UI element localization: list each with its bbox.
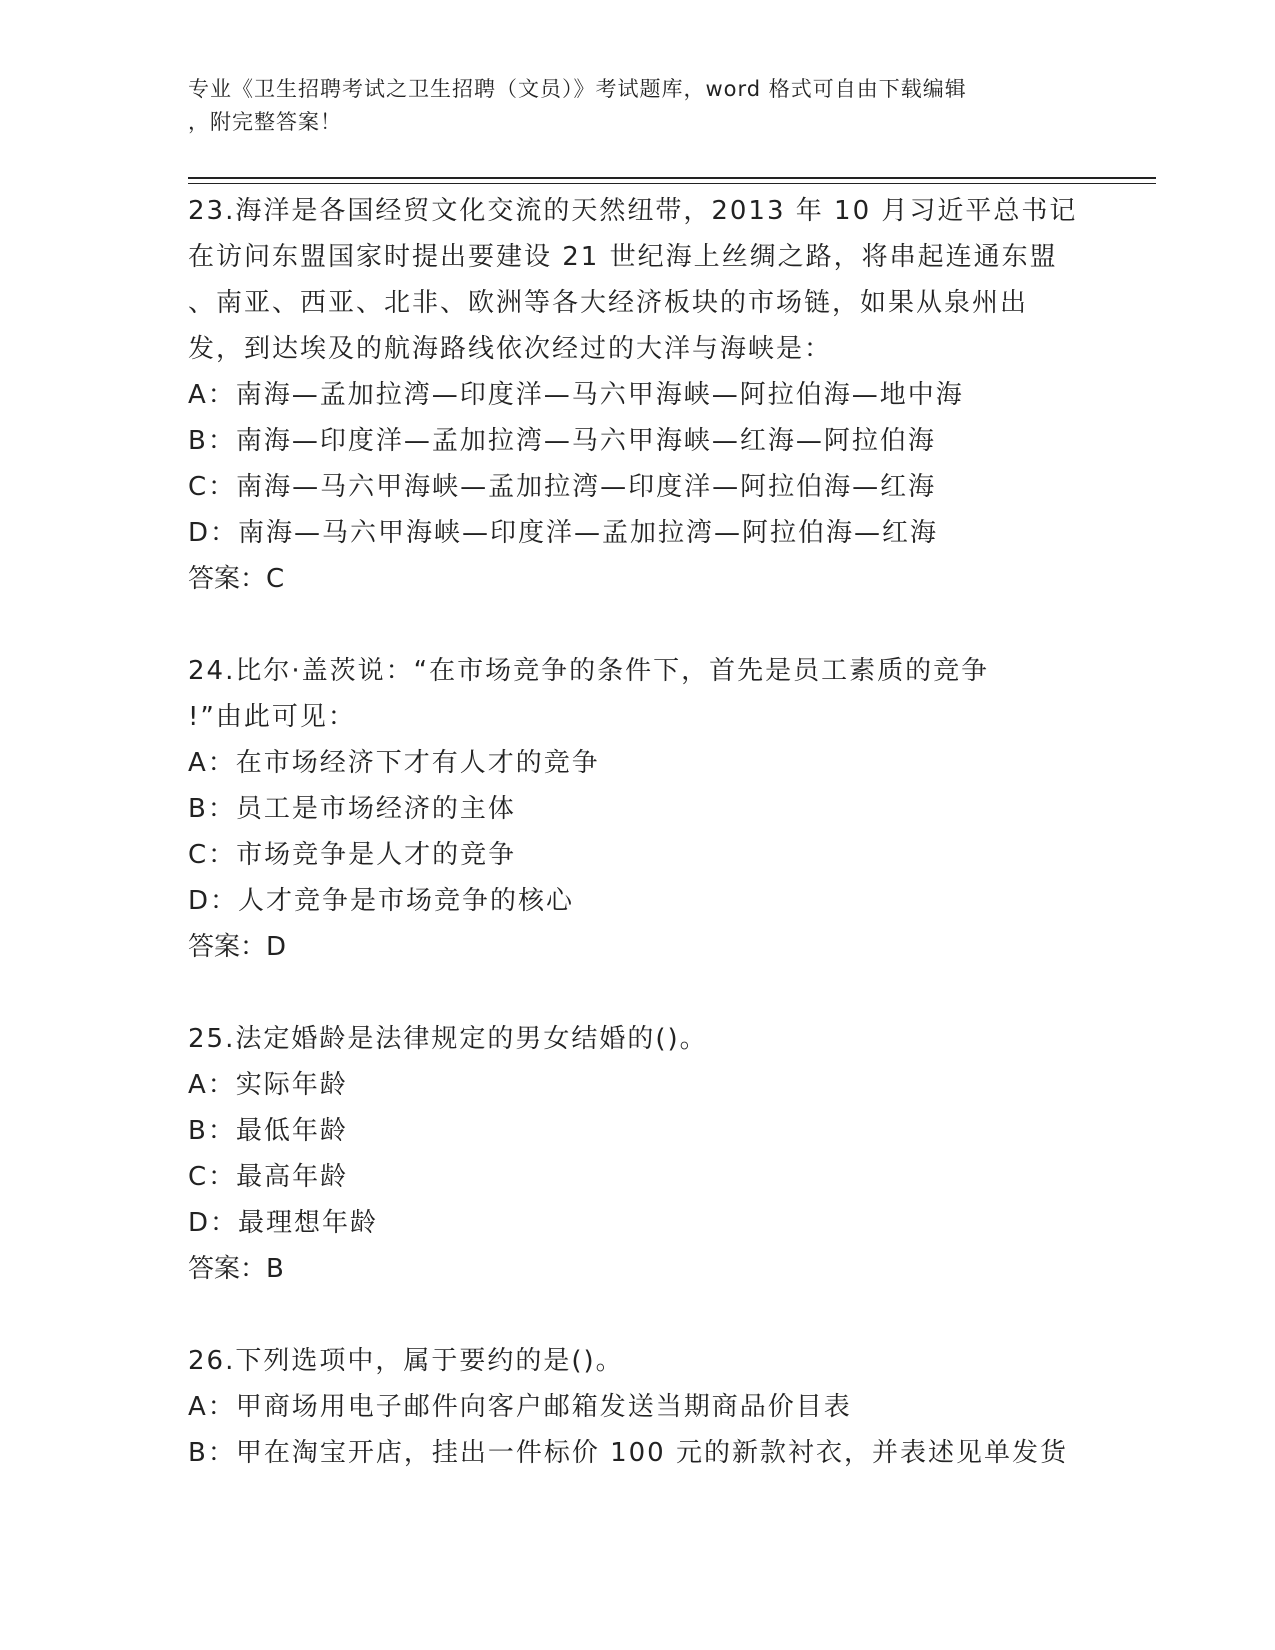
option-c: C：最高年龄 [188, 1162, 349, 1192]
question-23 [188, 188, 1088, 602]
question-25 [188, 1016, 1088, 1292]
answer-line: 答案：C [188, 564, 285, 594]
question-text-line: 在访问东盟国家时提出要建设 21 世纪海上丝绸之路，将串起连通东盟 [188, 242, 1058, 272]
answer-line: 答案：D [188, 932, 287, 962]
question-list [188, 188, 1088, 1476]
question-spacer [188, 1292, 1088, 1338]
option-b: B：甲在淘宝开店，挂出一件标价 100 元的新款衬衣，并表述见单发货 [188, 1438, 1068, 1468]
question-text-line: 26.下列选项中，属于要约的是()。 [188, 1346, 624, 1376]
question-24 [188, 648, 1088, 970]
option-d: D：南海—马六甲海峡—印度洋—孟加拉湾—阿拉伯海—红海 [188, 518, 939, 548]
option-b: B：最低年龄 [188, 1116, 348, 1146]
option-d: D：最理想年龄 [188, 1208, 379, 1238]
answer-line: 答案：B [188, 1254, 284, 1284]
header-line-2: ，附完整答案！ [188, 110, 342, 134]
header-line-1: 专业《卫生招聘考试之卫生招聘（文员）》考试题库，word 格式可自由下载编辑 [188, 77, 967, 101]
question-text-line: 23.海洋是各国经贸文化交流的天然纽带，2013 年 10 月习近平总书记 [188, 196, 1078, 226]
question-text-line: !”由此可见： [188, 702, 356, 732]
question-text-line: 24.比尔·盖茨说：“在市场竞争的条件下，首先是员工素质的竞争 [188, 656, 990, 686]
question-text-line: 、南亚、西亚、北非、欧洲等各大经济板块的市场链，如果从泉州出 [188, 288, 1029, 318]
option-c: C：南海—马六甲海峡—孟加拉湾—印度洋—阿拉伯海—红海 [188, 472, 937, 502]
question-spacer [188, 970, 1088, 1016]
option-a: A：甲商场用电子邮件向客户邮箱发送当期商品价目表 [188, 1392, 852, 1422]
question-text-line: 25.法定婚龄是法律规定的男女结婚的()。 [188, 1024, 708, 1054]
option-b: B：南海—印度洋—孟加拉湾—马六甲海峡—红海—阿拉伯海 [188, 426, 936, 456]
header-divider-thick [188, 177, 1156, 179]
header-divider-thin [188, 183, 1156, 184]
question-spacer [188, 602, 1088, 648]
question-26 [188, 1338, 1088, 1476]
option-a: A：在市场经济下才有人才的竞争 [188, 748, 600, 778]
question-text-line: 发，到达埃及的航海路线依次经过的大洋与海峡是： [188, 334, 833, 364]
option-a: A：南海—孟加拉湾—印度洋—马六甲海峡—阿拉伯海—地中海 [188, 380, 964, 410]
option-c: C：市场竞争是人才的竞争 [188, 840, 517, 870]
document-header [188, 73, 1088, 139]
option-b: B：员工是市场经济的主体 [188, 794, 516, 824]
option-a: A：实际年龄 [188, 1070, 348, 1100]
option-d: D：人才竞争是市场竞争的核心 [188, 886, 575, 916]
